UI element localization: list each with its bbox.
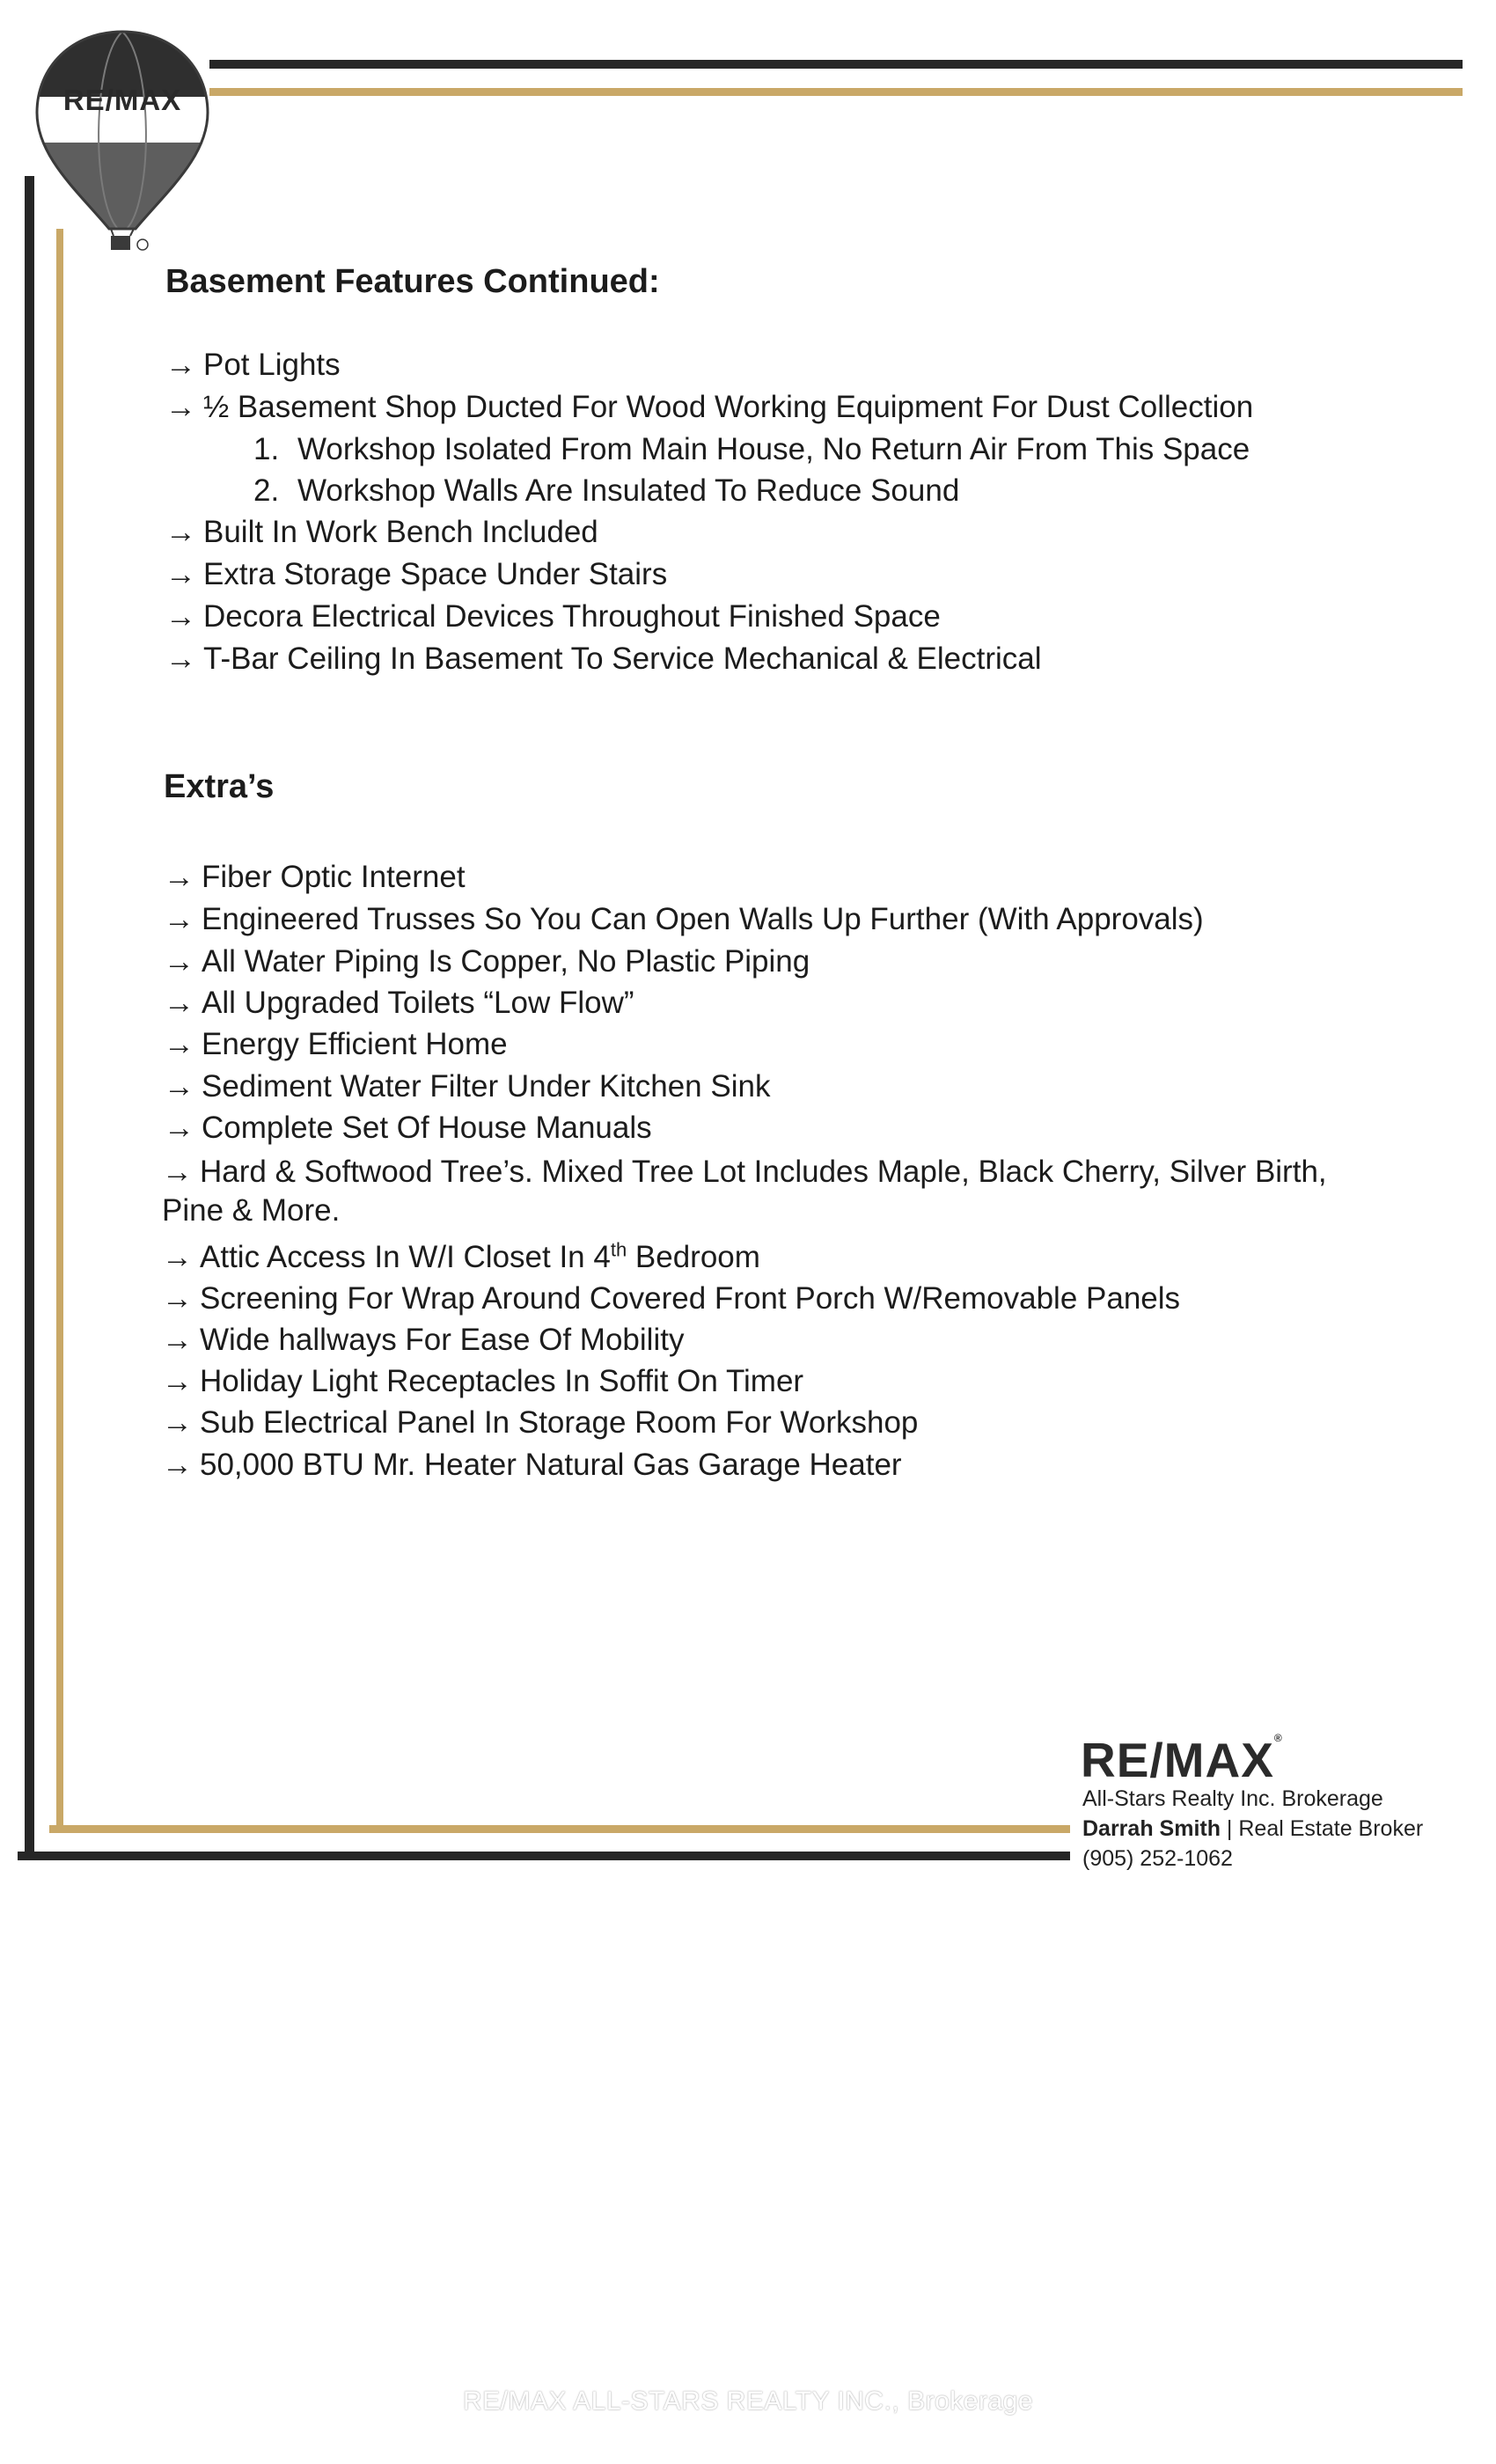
arrow-right-icon: →: [162, 1323, 193, 1357]
arrow-right-icon: →: [165, 642, 196, 676]
bottom-border-dark: [18, 1852, 1070, 1860]
basement-heading: Basement Features Continued:: [165, 263, 660, 300]
numbered-sub-item: 1. Workshop Isolated From Main House, No Return Air From This Space: [253, 432, 1250, 466]
left-border-gold: [56, 229, 63, 1830]
list-item: → Sediment Water Filter Under Kitchen Sink: [164, 1069, 771, 1104]
arrow-right-icon: →: [165, 515, 196, 549]
list-item: → T-Bar Ceiling In Basement To Service Mechanical & Electrical: [165, 642, 1042, 676]
brokerage-name: All-Stars Realty Inc. Brokerage: [1082, 1786, 1383, 1811]
arrow-right-icon: →: [162, 1448, 193, 1482]
list-item: → Complete Set Of House Manuals: [164, 1111, 652, 1145]
remax-footer-logo: RE/MAX®: [1081, 1732, 1283, 1787]
list-item: → Hard & Softwood Tree’s. Mixed Tree Lot Includes Maple, Black Cherry, Silver Birth, Pine & More.: [162, 1155, 1327, 1228]
agent-name: Darrah Smith: [1082, 1816, 1221, 1841]
extras-heading: Extra’s: [164, 768, 275, 805]
list-item: → Attic Access In W/I Closet In 4th Bedroom: [162, 1238, 760, 1274]
list-item: → All Upgraded Toilets “Low Flow”: [164, 986, 634, 1020]
arrow-right-icon: →: [164, 860, 194, 894]
arrow-right-icon: →: [164, 986, 194, 1020]
arrow-right-icon: →: [165, 599, 196, 634]
remax-balloon-logo: [30, 25, 215, 255]
agent-phone: (905) 252-1062: [1082, 1846, 1233, 1871]
arrow-right-icon: →: [162, 1364, 193, 1398]
registered-mark-icon: ®: [1273, 1732, 1283, 1744]
arrow-right-icon: →: [164, 944, 194, 979]
top-border-gold: [209, 88, 1463, 96]
list-item: → Extra Storage Space Under Stairs: [165, 557, 668, 591]
list-item: → All Water Piping Is Copper, No Plastic Piping: [164, 944, 810, 979]
agent-line: Darrah Smith | Real Estate Broker: [1082, 1816, 1424, 1841]
list-item: → Fiber Optic Internet: [164, 860, 466, 894]
arrow-right-icon: →: [162, 1240, 193, 1274]
arrow-right-icon: →: [162, 1281, 193, 1316]
left-border-dark: [25, 176, 34, 1857]
list-item: → ½ Basement Shop Ducted For Wood Working Equipment For Dust Collection: [165, 390, 1254, 424]
list-item: → Sub Electrical Panel In Storage Room For Workshop: [162, 1405, 919, 1440]
arrow-right-icon: →: [164, 1027, 194, 1061]
list-item: → Built In Work Bench Included: [165, 515, 598, 549]
hot-air-balloon-icon: [30, 25, 215, 255]
arrow-right-icon: →: [164, 902, 194, 936]
watermark-text: RE/MAX ALL-STARS REALTY INC., Brokerage: [462, 2387, 1034, 2416]
arrow-right-icon: →: [164, 1069, 194, 1104]
arrow-right-icon: →: [165, 557, 196, 591]
arrow-right-icon: →: [165, 348, 196, 382]
arrow-right-icon: →: [165, 390, 196, 424]
balloon-logo-text: RE/MAX: [62, 84, 182, 116]
list-item: → Wide hallways For Ease Of Mobility: [162, 1323, 685, 1357]
top-border-dark: [209, 60, 1463, 69]
arrow-right-icon: →: [162, 1155, 193, 1189]
list-item: → Pot Lights: [165, 348, 341, 382]
list-item: → Energy Efficient Home: [164, 1027, 508, 1061]
list-item: → Holiday Light Receptacles In Soffit On Timer: [162, 1364, 804, 1398]
arrow-right-icon: →: [162, 1405, 193, 1440]
bottom-border-gold: [49, 1825, 1070, 1833]
list-item: → Decora Electrical Devices Throughout Finished Space: [165, 599, 941, 634]
agent-title: Real Estate Broker: [1238, 1816, 1424, 1841]
list-item: → 50,000 BTU Mr. Heater Natural Gas Garage Heater: [162, 1448, 902, 1482]
list-item: → Screening For Wrap Around Covered Front Porch W/Removable Panels: [162, 1281, 1181, 1316]
arrow-right-icon: →: [164, 1111, 194, 1145]
list-item: → Engineered Trusses So You Can Open Walls Up Further (With Approvals): [164, 902, 1204, 936]
numbered-sub-item: 2. Workshop Walls Are Insulated To Reduce Sound: [253, 473, 960, 508]
